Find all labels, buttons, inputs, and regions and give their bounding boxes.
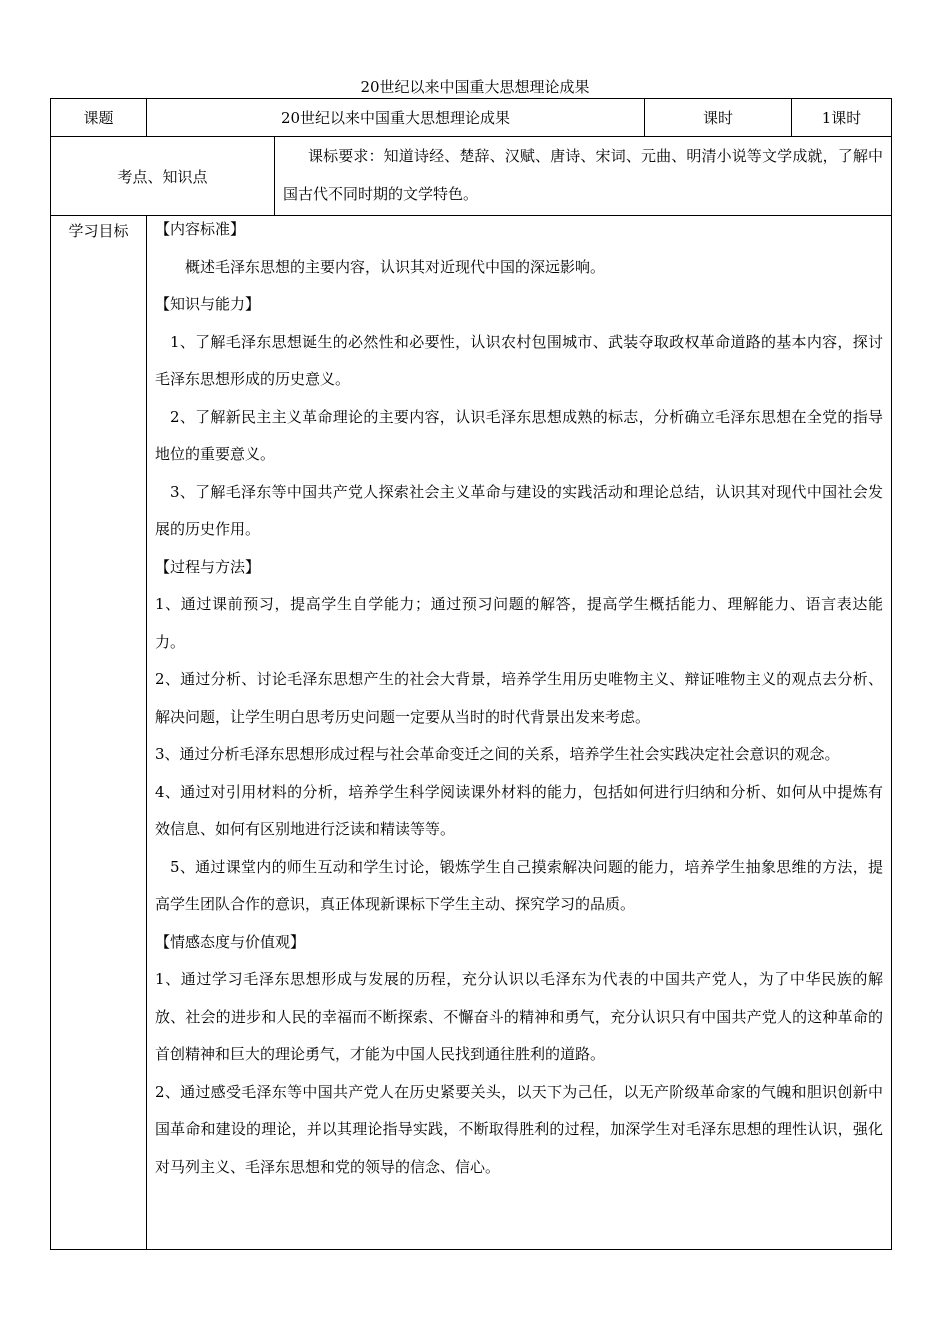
list-item: 3、通过分析毛泽东思想形成过程与社会革命变迁之间的关系，培养学生社会实践决定社会意识的观念。 (155, 745, 840, 763)
list-item: 2、通过感受毛泽东等中国共产党人在历史紧要关头，以天下为己任，以无产阶级革命家的气魄和胆识创新中国革命和建设的理论，并以其理论指导实践，不断取得胜利的过程，加深学生对毛泽东思想的理性认识，强化对马列主义、毛泽东思想和党的领导的信念、信心。 (155, 1082, 883, 1176)
column-divider (146, 216, 147, 1249)
period-value: 1课时 (821, 109, 862, 127)
topic-value: 20世纪以来中国重大思想理论成果 (280, 109, 511, 127)
list-item: 1、通过课前预习，提高学生自学能力；通过预习问题的解答，提高学生概括能力、理解能力、语言表达能力。 (155, 595, 883, 651)
curriculum-requirement: 课标要求：知道诗经、楚辞、汉赋、唐诗、宋词、元曲、明清小说等文学成就，了解中国古代不同时期的文学特色。 (283, 147, 883, 203)
lesson-plan-table (50, 98, 892, 1250)
learning-goals-content (155, 211, 883, 1186)
process-heading: 【过程与方法】 (155, 557, 261, 576)
content-standard-text: 概述毛泽东思想的主要内容，认识其对近现代中国的深远影响。 (185, 257, 606, 276)
list-item: 5、通过课堂内的师生互动和学生讨论，锻炼学生自己摸索解决问题的能力，培养学生抽象思维的方法，提高学生团队合作的意识，真正体现新课标下学生主动、探究学习的品质。 (155, 857, 883, 913)
list-item: 1、通过学习毛泽东思想形成与发展的历程，充分认识以毛泽东为代表的中国共产党人，为了中华民族的解放、社会的进步和人民的幸福而不断探索、不懈奋斗的精神和勇气，充分认识只有中国共产党人的这种革命的首创精神和巨大的理论勇气，才能为中国人民找到通往胜利的道路。 (155, 970, 883, 1063)
list-item: 2、通过分析、讨论毛泽东思想产生的社会大背景，培养学生用历史唯物主义、辩证唯物主义的观点去分析、解决问题，让学生明白思考历史问题一定要从当时的时代背景出发来考虑。 (155, 670, 883, 726)
exam-points-text-cell (283, 137, 883, 215)
list-item: 1、了解毛泽东思想诞生的必然性和必要性，认识农村包围城市、武装夺取政权革命道路的基本内容，探讨毛泽东思想形成的历史意义。 (155, 332, 883, 388)
knowledge-heading: 【知识与能力】 (155, 295, 261, 313)
topic-label: 课题 (83, 109, 114, 127)
attitude-heading: 【情感态度与价值观】 (155, 932, 306, 951)
period-label: 课时 (702, 109, 733, 127)
document-title: 20世纪以来中国重大思想理论成果 (360, 78, 590, 96)
list-item: 4、通过对引用材料的分析，培养学生科学阅读课外材料的能力，包括如何进行归纳和分析、如何从中提炼有效信息、如何有区别地进行泛读和精读等等。 (155, 782, 883, 838)
list-item: 3、了解毛泽东等中国共产党人探索社会主义革命与建设的实践活动和理论总结，认识其对现代中国社会发展的历史作用。 (155, 482, 883, 538)
learning-goals-label: 学习目标 (68, 222, 129, 240)
exam-points-label: 考点、知识点 (117, 167, 208, 186)
content-standard-heading: 【内容标准】 (155, 220, 246, 238)
column-divider (274, 137, 275, 215)
list-item: 2、了解新民主主义革命理论的主要内容，认识毛泽东思想成熟的标志，分析确立毛泽东思想在全党的指导地位的重要意义。 (155, 407, 883, 463)
